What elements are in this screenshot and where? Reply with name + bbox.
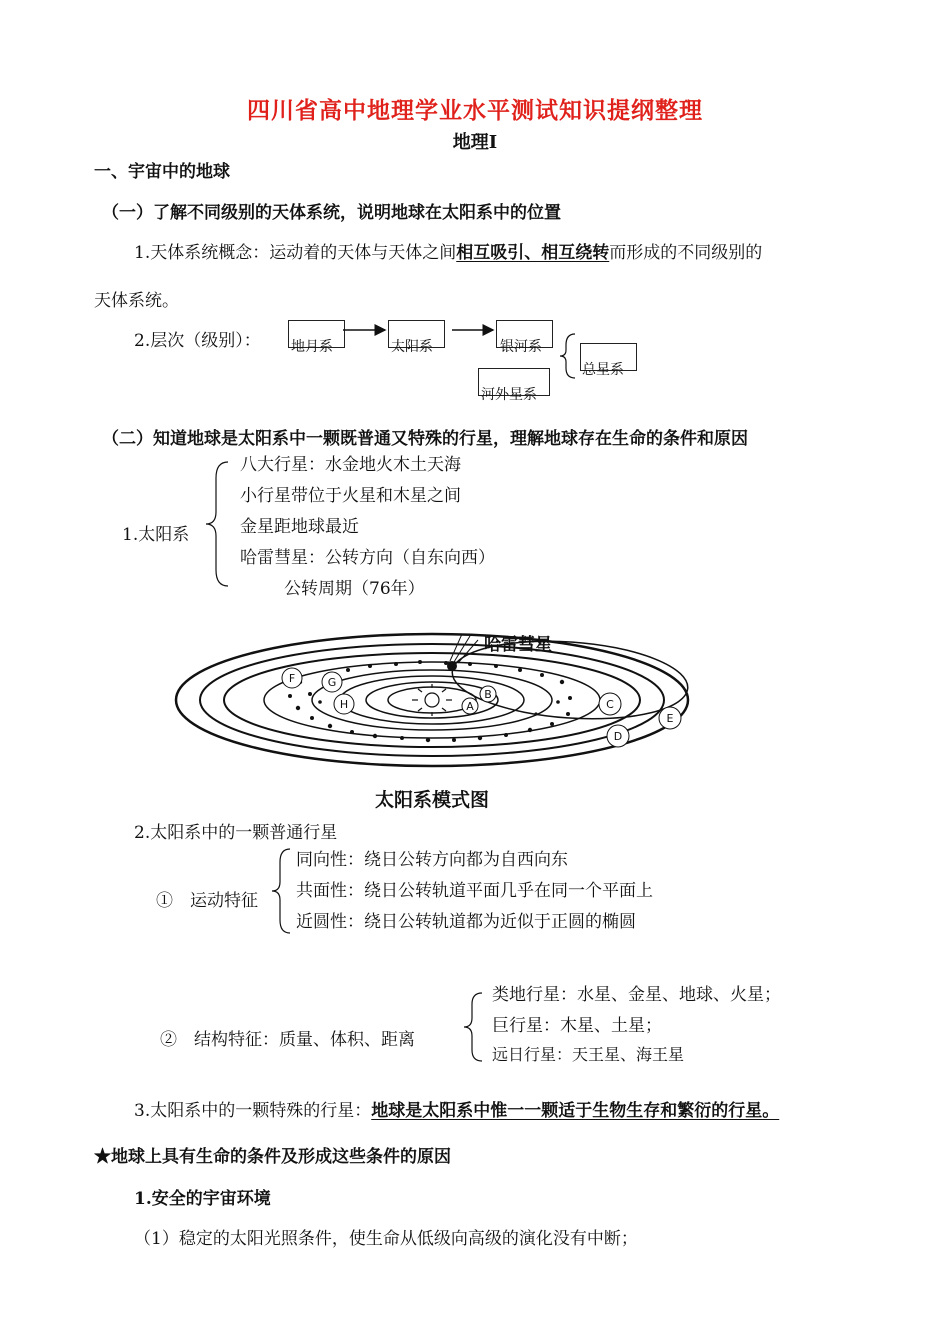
level-label-earth-moon: 地月系: [291, 339, 333, 355]
orbit: [264, 662, 600, 738]
special-paragraph: [134, 1096, 779, 1121]
special-prefix: 3.太阳系中的一颗特殊的行星：: [134, 1101, 372, 1121]
document-subtitle: 地理Ⅰ: [452, 132, 498, 153]
solar-item: 八大行星：水金地火木土天海: [240, 455, 461, 475]
structure-item: 类地行星：水星、金星、地球、火星；: [492, 985, 781, 1005]
special-emphasis: 地球是太阳系中惟一一颗适于生物生存和繁衍的行星。: [371, 1101, 780, 1121]
life-item-1: 1.安全的宇宙环境: [134, 1189, 271, 1209]
level-label-galaxy: 银河系: [500, 339, 542, 355]
solar-system-diagram: [170, 622, 700, 822]
marker-label: C: [606, 698, 614, 711]
motion-item: 近圆性：绕日公转轨道都为近似于正圆的椭圆: [296, 912, 636, 932]
level-label-extragalactic: 河外星系: [481, 387, 537, 403]
structure-item: 远日行星：天王星、海王星: [492, 1045, 685, 1064]
structure-item: 巨行星：木星、土星；: [492, 1016, 662, 1036]
orbit: [200, 644, 664, 756]
document-title: 四川省高中地理学业水平测试知识提纲整理: [247, 97, 703, 124]
subsection-heading-2: （二）知道地球是太阳系中一颗既普通又特殊的行星，理解地球存在生命的条件和原因: [102, 429, 748, 449]
life-item-1-1: （1）稳定的太阳光照条件，使生命从低级向高级的演化没有中断；: [134, 1229, 638, 1249]
level-label-total: 总星系: [582, 362, 624, 378]
marker-label: D: [613, 730, 623, 743]
sun-icon: [412, 684, 452, 716]
comet-label: 哈雷彗星: [484, 635, 552, 655]
levels-arrows: [0, 0, 950, 420]
motion-item: 同向性：绕日公转方向都为自西向东: [296, 850, 568, 870]
motion-label: ① 运动特征: [156, 891, 258, 911]
ordinary-heading: 2.太阳系中的一颗普通行星: [134, 823, 338, 843]
solar-item-extra: 公转周期（76年）: [284, 579, 425, 599]
marker-label: A: [466, 700, 474, 713]
level-label-solar: 太阳系: [391, 339, 433, 355]
orbit: [340, 676, 524, 724]
levels-label: 2.层次（级别）：: [134, 331, 261, 351]
marker-label: F: [288, 672, 296, 685]
marker-label: B: [484, 688, 492, 701]
subsection-heading-1: （一）了解不同级别的天体系统，说明地球在太阳系中的位置: [102, 203, 561, 223]
orbit: [224, 653, 640, 747]
concept-continuation: 天体系统。: [94, 291, 179, 311]
structure-label: ② 结构特征：质量、体积、距离: [160, 1030, 415, 1050]
diagram-caption: 太阳系模式图: [374, 789, 490, 811]
concept-suffix: 而形成的不同级别的: [609, 243, 763, 263]
solar-item: 金星距地球最近: [240, 517, 359, 537]
solar-system-label: 1.太阳系: [122, 525, 190, 545]
section-heading: 一、宇宙中的地球: [94, 162, 230, 182]
concept-emphasis: 相互吸引、相互绕转: [456, 243, 610, 263]
solar-brace: [200, 458, 240, 590]
structure-brace: [458, 990, 488, 1064]
life-heading: ★地球上具有生命的条件及形成这些条件的原因: [94, 1147, 451, 1167]
concept-prefix: 1.天体系统概念：运动着的天体与天体之间: [134, 243, 457, 263]
solar-item: 小行星带位于火星和木星之间: [240, 486, 461, 506]
marker-label: E: [666, 712, 674, 725]
solar-item: 哈雷彗星：公转方向（自东向西）: [240, 548, 495, 568]
marker-label: H: [339, 698, 349, 711]
motion-item: 共面性：绕日公转轨道平面几乎在同一个平面上: [296, 881, 653, 901]
motion-brace: [266, 846, 296, 936]
marker-label: G: [327, 676, 337, 689]
